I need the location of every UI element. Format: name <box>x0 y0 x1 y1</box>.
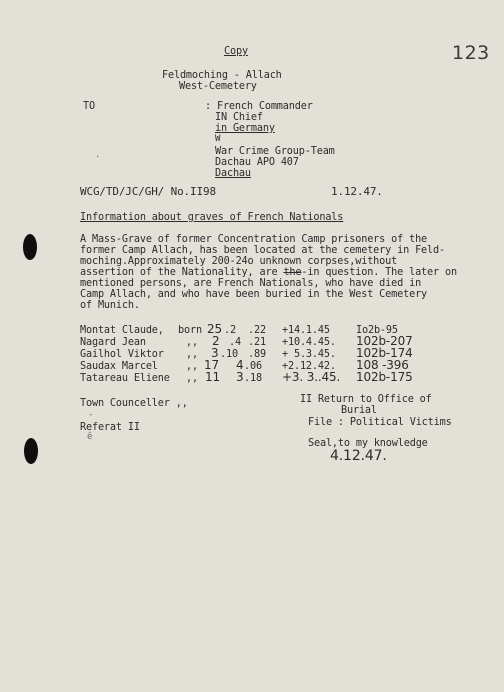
referat-label: Referat II <box>80 422 140 433</box>
person-born-label: born <box>178 325 202 336</box>
person-birth-day: 2 <box>212 334 220 348</box>
person-born-label: ,, <box>186 349 198 360</box>
addressee-line-1: : French Commander <box>205 101 313 112</box>
person-ref: 108 -396 <box>356 358 409 372</box>
person-name: Saudax Marcel <box>80 361 158 372</box>
place-line-2: West-Cemetery <box>179 81 257 92</box>
person-death: +14.1.45 <box>282 325 330 336</box>
reference-date: 1.12.47. <box>331 185 383 198</box>
page-number: 123 <box>452 42 490 64</box>
return-line-1: II Return to Office of <box>300 394 432 405</box>
reference-number: WCG/TD/JC/GH/ No.II98 <box>80 185 216 198</box>
person-name: Tatareau Eliene <box>80 373 170 384</box>
person-death: + 5.3.45. <box>282 349 336 360</box>
person-name: Gailhol Viktor <box>80 349 164 360</box>
person-ref: Io2b-95 <box>356 325 398 336</box>
addressee-w-mark: W <box>215 134 221 144</box>
body-line-1: A Mass-Grave of former Concentration Camp prisoners of the <box>80 234 428 245</box>
person-birth-year: .89 <box>248 349 266 360</box>
addressee-line-3: in Germany <box>215 123 275 134</box>
seal-date: 4.12.47. <box>330 448 387 464</box>
body-line-7: of Munich. <box>80 300 140 311</box>
punch-hole-bottom <box>24 438 38 464</box>
person-name: Montat Claude, <box>80 325 164 336</box>
body-line-5: mentioned persons, are French Nationals, who have died in <box>80 278 422 289</box>
person-birth-year: .21 <box>248 337 266 348</box>
person-ref: 102b-175 <box>356 370 413 384</box>
town-counceller: Town Counceller ,, <box>80 398 188 409</box>
body-line-3: moching.Approximately 200-24o unknown corpses,without <box>80 256 398 267</box>
body-line-2: former Camp Allach, has been located at the cemetery in Feld- <box>80 245 445 256</box>
person-born-label: ,, <box>186 361 198 372</box>
subject-line: Information about graves of French Nationals <box>80 212 344 223</box>
person-death: +3. 3..45. <box>282 370 341 384</box>
body-line-6: Camp Allach, and who have been buried in the West Cemetery <box>80 289 428 300</box>
addressee-line-5: Dachau APO 407 <box>215 157 299 168</box>
person-birth-day: 3 <box>211 346 219 360</box>
person-birth-month: .4 <box>229 337 241 348</box>
body-line-4-after: -in question. The later on <box>301 267 457 278</box>
person-birth-day: 25 <box>207 322 222 336</box>
person-birth-year: .18 <box>244 373 262 384</box>
person-birth-year: .22 <box>248 325 266 336</box>
person-birth-year: .06 <box>244 361 262 372</box>
person-ref: 102b-174 <box>356 346 413 360</box>
body-line-4 <box>80 267 457 278</box>
person-birth-month: 3 <box>236 370 244 384</box>
file-line: File : Political Victims <box>308 417 452 428</box>
body-line-4-before: assertion of the Nationality, are <box>80 267 284 278</box>
seal-line: Seal,to my knowledge <box>308 438 428 449</box>
stray-mark: . <box>95 150 101 160</box>
body-line-4-struck: the <box>283 267 302 278</box>
place-line-1: Feldmoching - Allach <box>162 70 282 81</box>
person-birth-month: .2 <box>224 325 236 336</box>
addressee-line-4: War Crime Group-Team <box>215 146 335 157</box>
copy-label: Copy <box>224 46 248 57</box>
person-birth-day: 11 <box>205 370 220 384</box>
person-birth-day: 17 <box>204 358 219 372</box>
stray-mark-2: - <box>88 410 94 420</box>
return-line-2: Burial <box>341 405 377 416</box>
to-label: TO <box>83 101 95 112</box>
addressee-line-6: Dachau <box>215 168 251 179</box>
person-ref: 102b-207 <box>356 334 413 348</box>
punch-hole-top <box>23 234 37 260</box>
stray-mark-3: ê <box>87 432 93 442</box>
person-born-label: ,, <box>186 337 198 348</box>
addressee-line-2: IN Chief <box>215 112 263 123</box>
person-name: Nagard Jean <box>80 337 146 348</box>
person-birth-month: 4 <box>236 358 244 372</box>
person-birth-month: .10 <box>220 349 238 360</box>
person-death: +10.4.45. <box>282 337 336 348</box>
person-born-label: ,, <box>186 373 198 384</box>
person-death: +2.12.42. <box>282 361 336 372</box>
